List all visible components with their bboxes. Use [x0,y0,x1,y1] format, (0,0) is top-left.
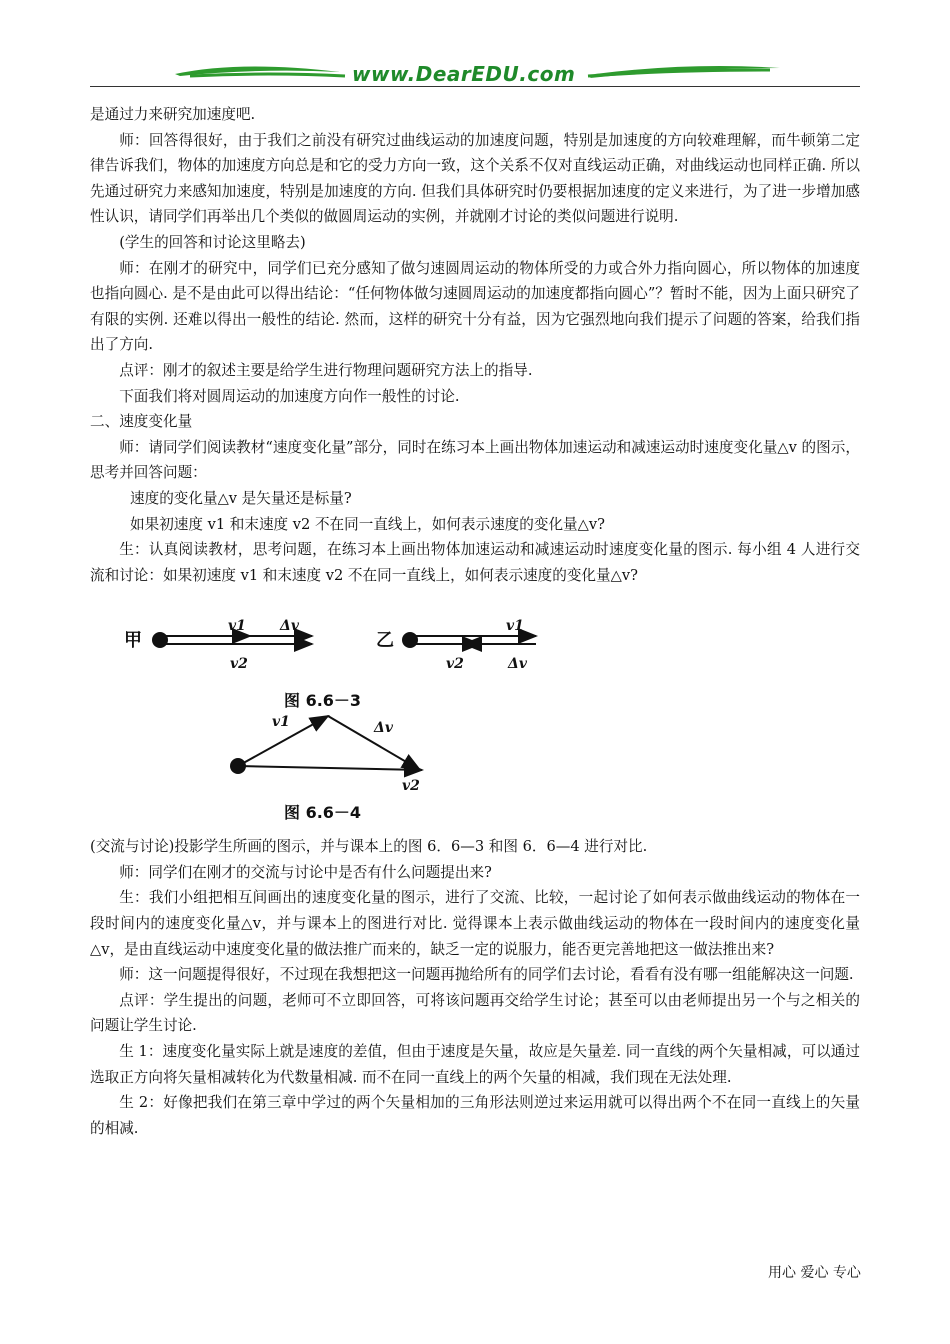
label-v1: v1 [228,618,246,635]
site-logo-text: www.DearEDU.com [352,62,576,86]
paragraph: 师：回答得很好，由于我们之前没有研究过曲线运动的加速度问题，特别是加速度的方向较难理解，而牛顿第二定律告诉我们，物体的加速度方向总是和它的受力方向一致，这个关系不仅对直线运动正确，对曲线运动也同样正确. 所以先通过研究力来感知加速度，特别是加速度的方向. 但我们具体研究时仍要根据加速度的定义来进行，为了进一步增加感性认识，请同学们再举出几个类似的做圆周运动的实例，并就刚才讨论的类似问题进行说明. [90,131,860,226]
section-heading: 二、速度变化量 [90,413,193,431]
paragraph: 下面我们将对圆周运动的加速度方向作一般性的讨论. [119,387,460,405]
paragraph: 师：同学们在刚才的交流与讨论中是否有什么问题提出来? [119,863,492,881]
paragraph: 生 1：速度变化量实际上就是速度的差值，但由于速度是矢量，故应是矢量差. 同一直线的两个矢量相减，可以通过选取正方向将矢量相减转化为代数量相减. 而不在同一直线上的两个矢量的相减，我们现在无法处理. [90,1043,860,1086]
label-dv: Δv [508,656,527,673]
paragraph: 是通过力来研究加速度吧. [90,106,256,123]
vector-diagram [90,592,860,828]
header-rule [90,86,860,87]
document-body [90,102,860,1141]
label-dv: Δv [280,618,299,635]
paragraph: 生：我们小组把相互间画出的速度变化量的图示，进行了交流、比较，一起讨论了如何表示做曲线运动的物体在一段时间内的速度变化量△v，并与课本上的图进行对比. 觉得课本上表示做曲线运动的物体在一段时间内的速度变化量△v，是由直线运动中速度变化量的做法推广而来的，缺乏一定的说服力，能否更完善地把这一做法推出来? [90,889,860,958]
paragraph: (学生的回答和讨论这里略去) [119,233,306,251]
paragraph: 生：认真阅读教材，思考问题，在练习本上画出物体加速运动和减速运动时速度变化量的图示. 每小组 4 人进行交流和讨论：如果初速度 v1 和末速度 v2 不在同一直线上，如何表示速度的变化量△v? [90,541,860,584]
paragraph: 师：在刚才的研究中，同学们已充分感知了做匀速圆周运动的物体所受的力或合外力指向圆心，所以物体的加速度也指向圆心. 是不是由此可以得出结论：“任何物体做匀速圆周运动的加速度都指向圆心”？暂时不能，因为上面只研究了有限的实例. 还难以得出一般性的结论. 然而，这样的研究十分有益，因为它强烈地向我们提示了问题的答案，给我们指出了方向. [90,259,860,354]
label-v2: v2 [446,656,464,673]
paragraph: 师：这一问题提得很好，不过现在我想把这一问题再抛给所有的同学们去讨论，看看有没有哪一组能解决这一问题. [119,966,854,984]
label-v2: v2 [402,778,420,795]
label-v2: v2 [230,656,248,673]
paragraph: 点评：刚才的叙述主要是给学生进行物理问题研究方法上的指导. [119,361,533,379]
paragraph: 点评：学生提出的问题，老师可不立即回答，可将该问题再交给学生讨论；甚至可以由老师提出另一个与之相关的问题让学生讨论. [90,991,860,1035]
caption-fig-6-6-3: 图 6.6－3 [284,691,362,711]
label-v1: v1 [506,618,524,635]
paragraph: (交流与讨论)投影学生所画的图示，并与课本上的图 6．6—3 和图 6．6—4 进行对比. [90,838,648,856]
label-v1: v1 [272,714,290,731]
paragraph: 生 2：好像把我们在第三章中学过的两个矢量相加的三角形法则逆过来运用就可以得出两个不在同一直线上的矢量的相减. [90,1094,860,1137]
label-yi: 乙 [376,630,394,652]
page-footer: 用心 爱心 专心 [768,1265,861,1281]
paragraph: 师：请同学们阅读教材“速度变化量”部分，同时在练习本上画出物体加速运动和减速运动时速度变化量△v 的图示，思考并回答问题： [90,438,860,482]
label-jia: 甲 [124,630,142,652]
question-line: 如果初速度 v1 和末速度 v2 不在同一直线上，如何表示速度的变化量△v? [130,515,605,533]
caption-fig-6-6-4: 图 6.6－4 [284,803,362,823]
page-header [90,58,860,92]
question-line: 速度的变化量△v 是矢量还是标量? [130,489,352,507]
label-dv: Δv [374,720,393,737]
velocity-change-figure [90,592,860,828]
